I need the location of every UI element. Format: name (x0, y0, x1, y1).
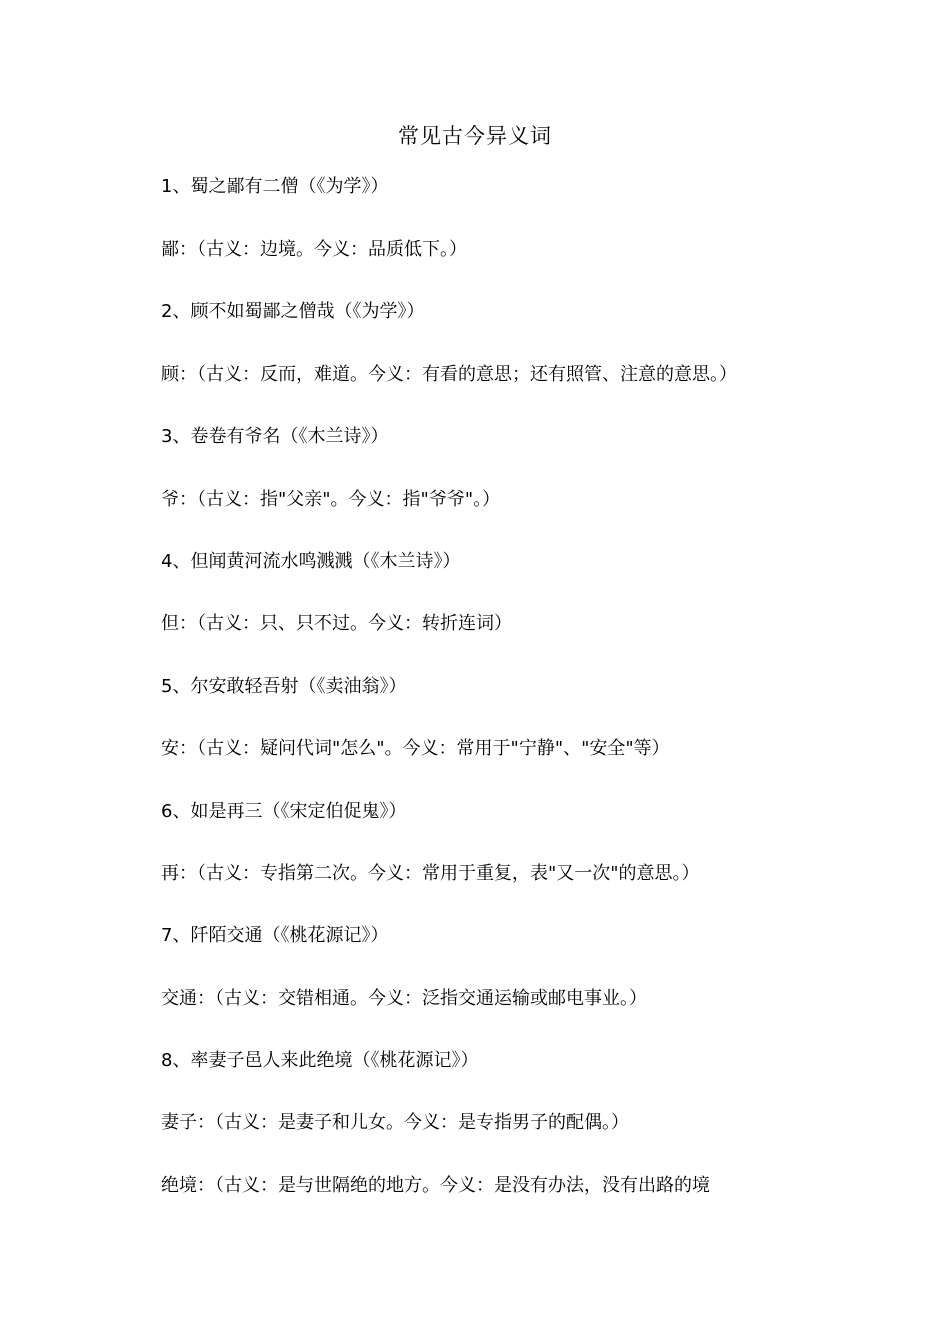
document-title: 常见古今异义词 (398, 124, 552, 148)
explanation-line-8b: 绝境：（古义：是与世隔绝的地方。今义：是没有办法，没有出路的境 (161, 1175, 710, 1196)
explanation-line-4: 但：（古义：只、只不过。今义：转折连词） (161, 613, 512, 634)
question-line-6: 6、如是再三（《宋定伯促鬼》） (161, 801, 407, 822)
question-line-3: 3、卷卷有爷名（《木兰诗》） (161, 426, 389, 447)
question-line-7: 7、阡陌交通（《桃花源记》） (161, 925, 389, 946)
explanation-line-3: 爷：（古义：指"父亲"。今义：指"爷爷"。） (161, 489, 501, 510)
explanation-line-5: 安：（古义：疑问代词"怎么"。今义：常用于"宁静"、"安全"等） (161, 738, 670, 759)
explanation-line-2: 顾：（古义：反而，难道。今义：有看的意思；还有照管、注意的意思。） (161, 364, 737, 385)
explanation-line-7: 交通：（古义：交错相通。今义：泛指交通运输或邮电事业。） (161, 988, 647, 1009)
question-line-2: 2、顾不如蜀鄙之僧哉（《为学》） (161, 301, 425, 322)
question-line-1: 1、蜀之鄙有二僧（《为学》） (161, 176, 389, 197)
question-line-5: 5、尔安敢轻吾射（《卖油翁》） (161, 676, 407, 697)
question-line-8: 8、率妻子邑人来此绝境（《桃花源记》） (161, 1050, 479, 1071)
explanation-line-8a: 妻子：（古义：是妻子和儿女。今义：是专指男子的配偶。） (161, 1112, 629, 1133)
explanation-line-6: 再：（古义：专指第二次。今义：常用于重复，表"又一次"的意思。） (161, 863, 700, 884)
question-line-4: 4、但闻黄河流水鸣溅溅（《木兰诗》） (161, 551, 461, 572)
explanation-line-1: 鄙：（古义：边境。今义：品质低下。） (161, 239, 467, 260)
